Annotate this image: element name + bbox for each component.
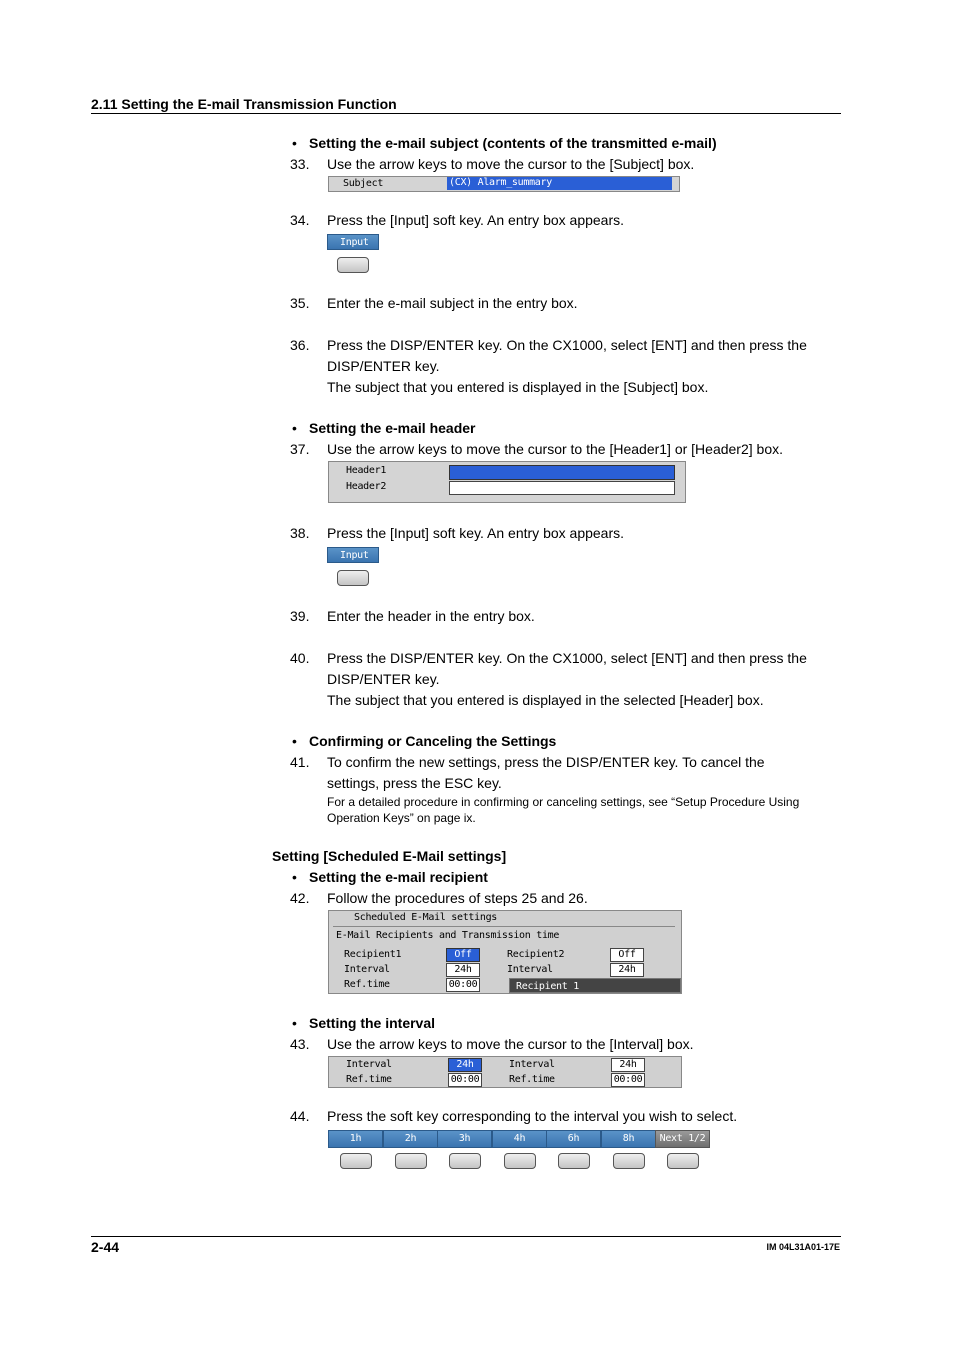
softkey-next[interactable]: Next 1/2 bbox=[655, 1130, 710, 1148]
softkey-6h[interactable]: 6h bbox=[546, 1130, 601, 1148]
step-text: Use the arrow keys to move the cursor to the [Interval] box. bbox=[327, 1036, 694, 1052]
step-text: Press the soft key corresponding to the interval you wish to select. bbox=[327, 1108, 738, 1124]
screen-title: Scheduled E-Mail settings bbox=[354, 912, 498, 923]
step-text-line1: Press the DISP/ENTER key. On the CX1000, select [ENT] and then press the bbox=[327, 337, 807, 353]
reftime-field-1[interactable]: 00:00 bbox=[448, 1073, 482, 1087]
footer-rule bbox=[91, 1236, 841, 1237]
step-text-line3: The subject that you entered is displayed in the [Subject] box. bbox=[327, 379, 709, 395]
bullet-interval-title: Setting the interval bbox=[309, 1015, 436, 1031]
hardware-softkey-button-7[interactable] bbox=[667, 1153, 699, 1169]
header2-field[interactable] bbox=[449, 481, 675, 495]
step-number: 43. bbox=[290, 1036, 310, 1052]
recipient-popup[interactable]: Recipient 1 bbox=[509, 978, 681, 993]
hardware-softkey-button-2[interactable] bbox=[395, 1153, 427, 1169]
header1-field[interactable] bbox=[449, 465, 675, 480]
softkey-4h[interactable]: 4h bbox=[492, 1130, 547, 1148]
bullet-dot: • bbox=[292, 733, 297, 749]
step-text: Press the [Input] soft key. An entry box appears. bbox=[327, 525, 625, 541]
step-text: Use the arrow keys to move the cursor to the [Header1] or [Header2] box. bbox=[327, 441, 783, 457]
step-number: 37. bbox=[290, 441, 310, 457]
step-number: 36. bbox=[290, 337, 310, 353]
step-text: Enter the header in the entry box. bbox=[327, 608, 535, 624]
screen-divider bbox=[333, 926, 675, 927]
header-rule bbox=[91, 113, 841, 114]
hardware-softkey-button[interactable] bbox=[337, 257, 369, 273]
softkey-1h[interactable]: 1h bbox=[328, 1130, 383, 1148]
softkey-2h[interactable]: 2h bbox=[383, 1130, 438, 1148]
step-41 bbox=[290, 752, 800, 826]
hardware-softkey-button-5[interactable] bbox=[558, 1153, 590, 1169]
hardware-softkey-button-1[interactable] bbox=[340, 1153, 372, 1169]
reftime-label-1: Ref.time bbox=[346, 1074, 392, 1085]
step-text: Press the [Input] soft key. An entry box appears. bbox=[327, 212, 625, 228]
recipient1-field[interactable]: Off bbox=[446, 948, 480, 962]
header-screen bbox=[328, 461, 686, 503]
bullet-header-title: Setting the e-mail header bbox=[309, 420, 476, 436]
header1-label: Header1 bbox=[346, 465, 387, 476]
hardware-softkey-button-6[interactable] bbox=[613, 1153, 645, 1169]
bullet-confirm bbox=[292, 733, 557, 749]
step-text-line1: To confirm the new settings, press the DISP/ENTER key. To cancel the bbox=[327, 754, 765, 770]
reftime-label-2: Ref.time bbox=[509, 1074, 555, 1085]
reftime-label: Ref.time bbox=[344, 979, 390, 990]
bullet-confirm-title: Confirming or Canceling the Settings bbox=[309, 733, 557, 749]
hardware-softkey-button-4[interactable] bbox=[504, 1153, 536, 1169]
bullet-interval bbox=[292, 1015, 436, 1031]
bullet-dot: • bbox=[292, 1015, 297, 1031]
subject-label: Subject bbox=[343, 178, 384, 189]
step-42 bbox=[290, 888, 588, 909]
hardware-softkey-button-3[interactable] bbox=[449, 1153, 481, 1169]
input-softkey[interactable]: Input bbox=[327, 547, 379, 563]
step-number: 44. bbox=[290, 1108, 310, 1124]
page-number: 2-44 bbox=[91, 1239, 120, 1255]
softkey-3h[interactable]: 3h bbox=[437, 1130, 492, 1148]
header2-label: Header2 bbox=[346, 481, 387, 492]
bullet-dot: • bbox=[292, 135, 297, 151]
interval1-field[interactable]: 24h bbox=[446, 963, 480, 977]
interval2-field[interactable]: 24h bbox=[610, 963, 644, 977]
interval1-label: Interval bbox=[344, 964, 390, 975]
bullet-recipient bbox=[292, 869, 488, 885]
step-text: Follow the procedures of steps 25 and 26. bbox=[327, 890, 588, 906]
step-37 bbox=[290, 439, 783, 460]
bullet-subject bbox=[292, 135, 717, 151]
step-34 bbox=[290, 210, 625, 231]
recipient1-label: Recipient1 bbox=[344, 949, 402, 960]
step-note-line2: Operation Keys” on page ix. bbox=[327, 811, 476, 825]
step-text-line1: Press the DISP/ENTER key. On the CX1000, select [ENT] and then press the bbox=[327, 650, 807, 666]
scheduled-screen bbox=[328, 910, 682, 994]
step-text: Use the arrow keys to move the cursor to the [Subject] box. bbox=[327, 156, 695, 172]
step-number: 39. bbox=[290, 608, 310, 624]
step-38 bbox=[290, 523, 625, 544]
step-35 bbox=[290, 293, 578, 314]
interval-field-2[interactable]: 24h bbox=[611, 1058, 645, 1072]
hardware-softkey-button[interactable] bbox=[337, 570, 369, 586]
step-text-line3: The subject that you entered is displayed in the selected [Header] box. bbox=[327, 692, 764, 708]
document-id: IM 04L31A01-17E bbox=[766, 1242, 840, 1252]
recipient2-field[interactable]: Off bbox=[610, 948, 644, 962]
softkey-8h[interactable]: 8h bbox=[601, 1130, 656, 1148]
bullet-header bbox=[292, 420, 476, 436]
reftime-field-2[interactable]: 00:00 bbox=[611, 1073, 645, 1087]
step-number: 41. bbox=[290, 754, 310, 770]
input-softkey[interactable]: Input bbox=[327, 234, 379, 250]
bullet-dot: • bbox=[292, 869, 297, 885]
interval-screen bbox=[328, 1056, 682, 1088]
step-text-line2: DISP/ENTER key. bbox=[327, 671, 440, 687]
scheduled-heading: Setting [Scheduled E-Mail settings] bbox=[272, 848, 507, 864]
recipient2-label: Recipient2 bbox=[507, 949, 565, 960]
interval2-label: Interval bbox=[507, 964, 553, 975]
step-36 bbox=[290, 335, 807, 398]
section-header: 2.11 Setting the E-mail Transmission Function bbox=[91, 96, 397, 112]
subject-field[interactable]: (CX) Alarm_summary bbox=[447, 177, 672, 190]
step-40 bbox=[290, 648, 807, 711]
step-number: 35. bbox=[290, 295, 310, 311]
interval-label-2: Interval bbox=[509, 1059, 555, 1070]
bullet-dot: • bbox=[292, 420, 297, 436]
step-43 bbox=[290, 1034, 694, 1055]
step-33 bbox=[290, 154, 695, 175]
reftime-field[interactable]: 00:00 bbox=[446, 978, 480, 992]
step-number: 42. bbox=[290, 890, 310, 906]
step-text: Enter the e-mail subject in the entry box. bbox=[327, 295, 578, 311]
interval-field-1[interactable]: 24h bbox=[448, 1058, 482, 1072]
step-note-line1: For a detailed procedure in confirming or canceling settings, see “Setup Procedure Using bbox=[327, 795, 800, 809]
step-39 bbox=[290, 606, 535, 627]
step-44 bbox=[290, 1106, 738, 1127]
step-number: 38. bbox=[290, 525, 310, 541]
step-text-line2: DISP/ENTER key. bbox=[327, 358, 440, 374]
bullet-subject-title: Setting the e-mail subject (contents of the transmitted e-mail) bbox=[309, 135, 717, 151]
step-number: 40. bbox=[290, 650, 310, 666]
bullet-recipient-title: Setting the e-mail recipient bbox=[309, 869, 488, 885]
step-text-line2: settings, press the ESC key. bbox=[327, 775, 502, 791]
step-number: 33. bbox=[290, 156, 310, 172]
screen-subtitle: E-Mail Recipients and Transmission time bbox=[336, 930, 560, 941]
interval-label-1: Interval bbox=[346, 1059, 392, 1070]
step-number: 34. bbox=[290, 212, 310, 228]
subject-screen bbox=[328, 176, 680, 192]
